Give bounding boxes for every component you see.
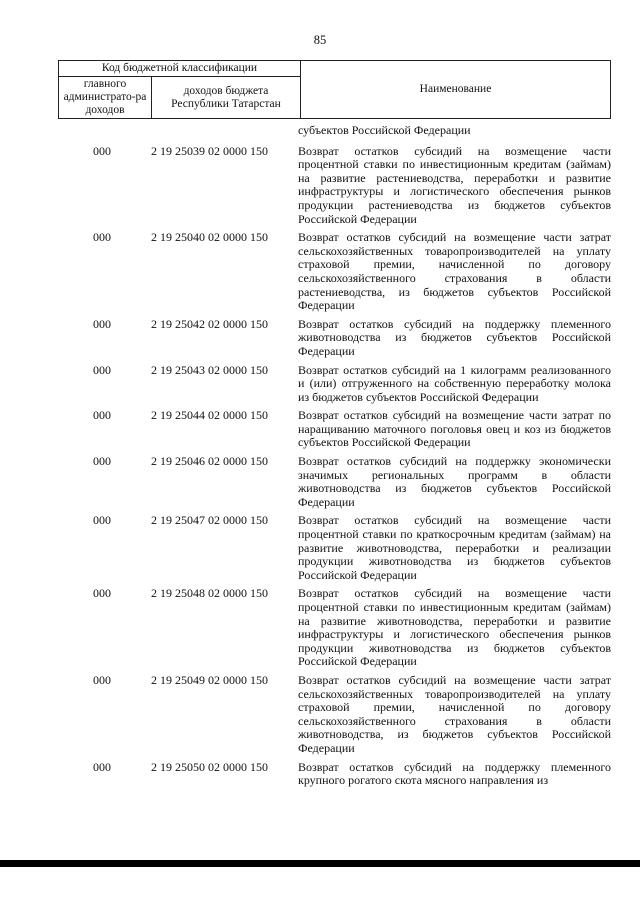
table-row — [58, 145, 611, 227]
admin-code: 000 — [93, 408, 111, 423]
income-name: Возврат остатков субсидий на возмещение части затрат сельскохозяйственных товаропроизводителей на уплату страховой премии, начисленной по договору сельскохозяйственного страхования в области животноводства, из бюджетов субъектов Российской Федерации — [298, 672, 611, 755]
header-admin: главного администрато-ра доходов — [59, 77, 152, 119]
income-code: 2 19 25040 02 0000 150 — [151, 230, 268, 245]
income-name: Возврат остатков субсидий на 1 килограмм реализованного и (или) отгруженного на собственную переработку молока из бюджетов субъектов Российской Федерации — [298, 362, 611, 404]
header-budget-classification: Код бюджетной классификации — [59, 61, 301, 77]
table-row — [58, 761, 611, 788]
income-code: 2 19 25043 02 0000 150 — [151, 362, 268, 377]
income-name: Возврат остатков субсидий на возмещение части затрат сельскохозяйственных товаропроизводителей на уплату страховой премии, начисленной по договору сельскохозяйственного страхования в области растениеводства, из бюджетов субъектов Российской Федерации — [298, 230, 611, 313]
income-code: 2 19 25048 02 0000 150 — [151, 586, 268, 601]
admin-code: 000 — [93, 513, 111, 528]
income-code: 2 19 25042 02 0000 150 — [151, 316, 268, 331]
page-number: 85 — [313, 33, 327, 47]
income-name: Возврат остатков субсидий на поддержку экономически значимых региональных программ в области животноводства из бюджетов субъектов Российской Федерации — [298, 454, 611, 509]
header-income: доходов бюджета Республики Татарстан — [152, 77, 301, 119]
income-code: 2 19 25046 02 0000 150 — [151, 454, 268, 469]
admin-code: 000 — [93, 454, 111, 469]
table-row — [58, 318, 611, 359]
income-code: 2 19 25047 02 0000 150 — [151, 513, 268, 528]
income-name: Возврат остатков субсидий на возмещение части затрат по наращиванию маточного поголовья овец и коз из бюджетов субъектов Российской Федерации — [298, 408, 611, 450]
header-name: Наименование — [301, 61, 611, 119]
admin-code: 000 — [93, 759, 111, 774]
income-name: Возврат остатков субсидий на поддержку племенного крупного рогатого скота мясного направления из — [298, 759, 611, 788]
admin-code: 000 — [93, 672, 111, 687]
income-name: Возврат остатков субсидий на возмещение части процентной ставки по краткосрочным кредитам (займам) на развитие животноводства, переработки и реализации продукции животноводства из бюджетов субъектов Российской Федерации — [298, 513, 611, 582]
income-code: 2 19 25039 02 0000 150 — [151, 143, 268, 158]
admin-code: 000 — [93, 586, 111, 601]
admin-code: 000 — [93, 362, 111, 377]
admin-code: 000 — [93, 143, 111, 158]
table-row — [58, 409, 611, 450]
table-row — [58, 364, 611, 405]
classification-rows — [58, 124, 611, 788]
continuation-row — [58, 124, 611, 138]
admin-code: 000 — [93, 316, 111, 331]
table-row — [58, 231, 611, 313]
table-row — [58, 455, 611, 509]
income-name: Возврат остатков субсидий на поддержку племенного животноводства из бюджетов субъектов Российской Федерации — [298, 316, 611, 358]
income-code: 2 19 25050 02 0000 150 — [151, 759, 268, 774]
table-row — [58, 587, 611, 669]
classification-table-header — [58, 60, 611, 119]
continuation-text: субъектов Российской Федерации — [298, 123, 471, 137]
scan-bottom-edge — [0, 860, 640, 867]
income-code: 2 19 25049 02 0000 150 — [151, 672, 268, 687]
table-row — [58, 514, 611, 582]
income-name: Возврат остатков субсидий на возмещение части процентной ставки по инвестиционным кредитам (займам) на развитие растениеводства, переработки и развитие инфраструктуры и логистического обеспечения рынков продукции растениеводства из бюджетов субъектов Российской Федерации — [298, 143, 611, 226]
income-name: Возврат остатков субсидий на возмещение части процентной ставки по инвестиционным кредитам (займам) на развитие животноводства, переработки и развитие инфраструктуры и логистического обеспечения рынков продукции животноводства из бюджетов субъектов Российской Федерации — [298, 586, 611, 669]
admin-code: 000 — [93, 230, 111, 245]
income-code: 2 19 25044 02 0000 150 — [151, 408, 268, 423]
table-row — [58, 674, 611, 756]
